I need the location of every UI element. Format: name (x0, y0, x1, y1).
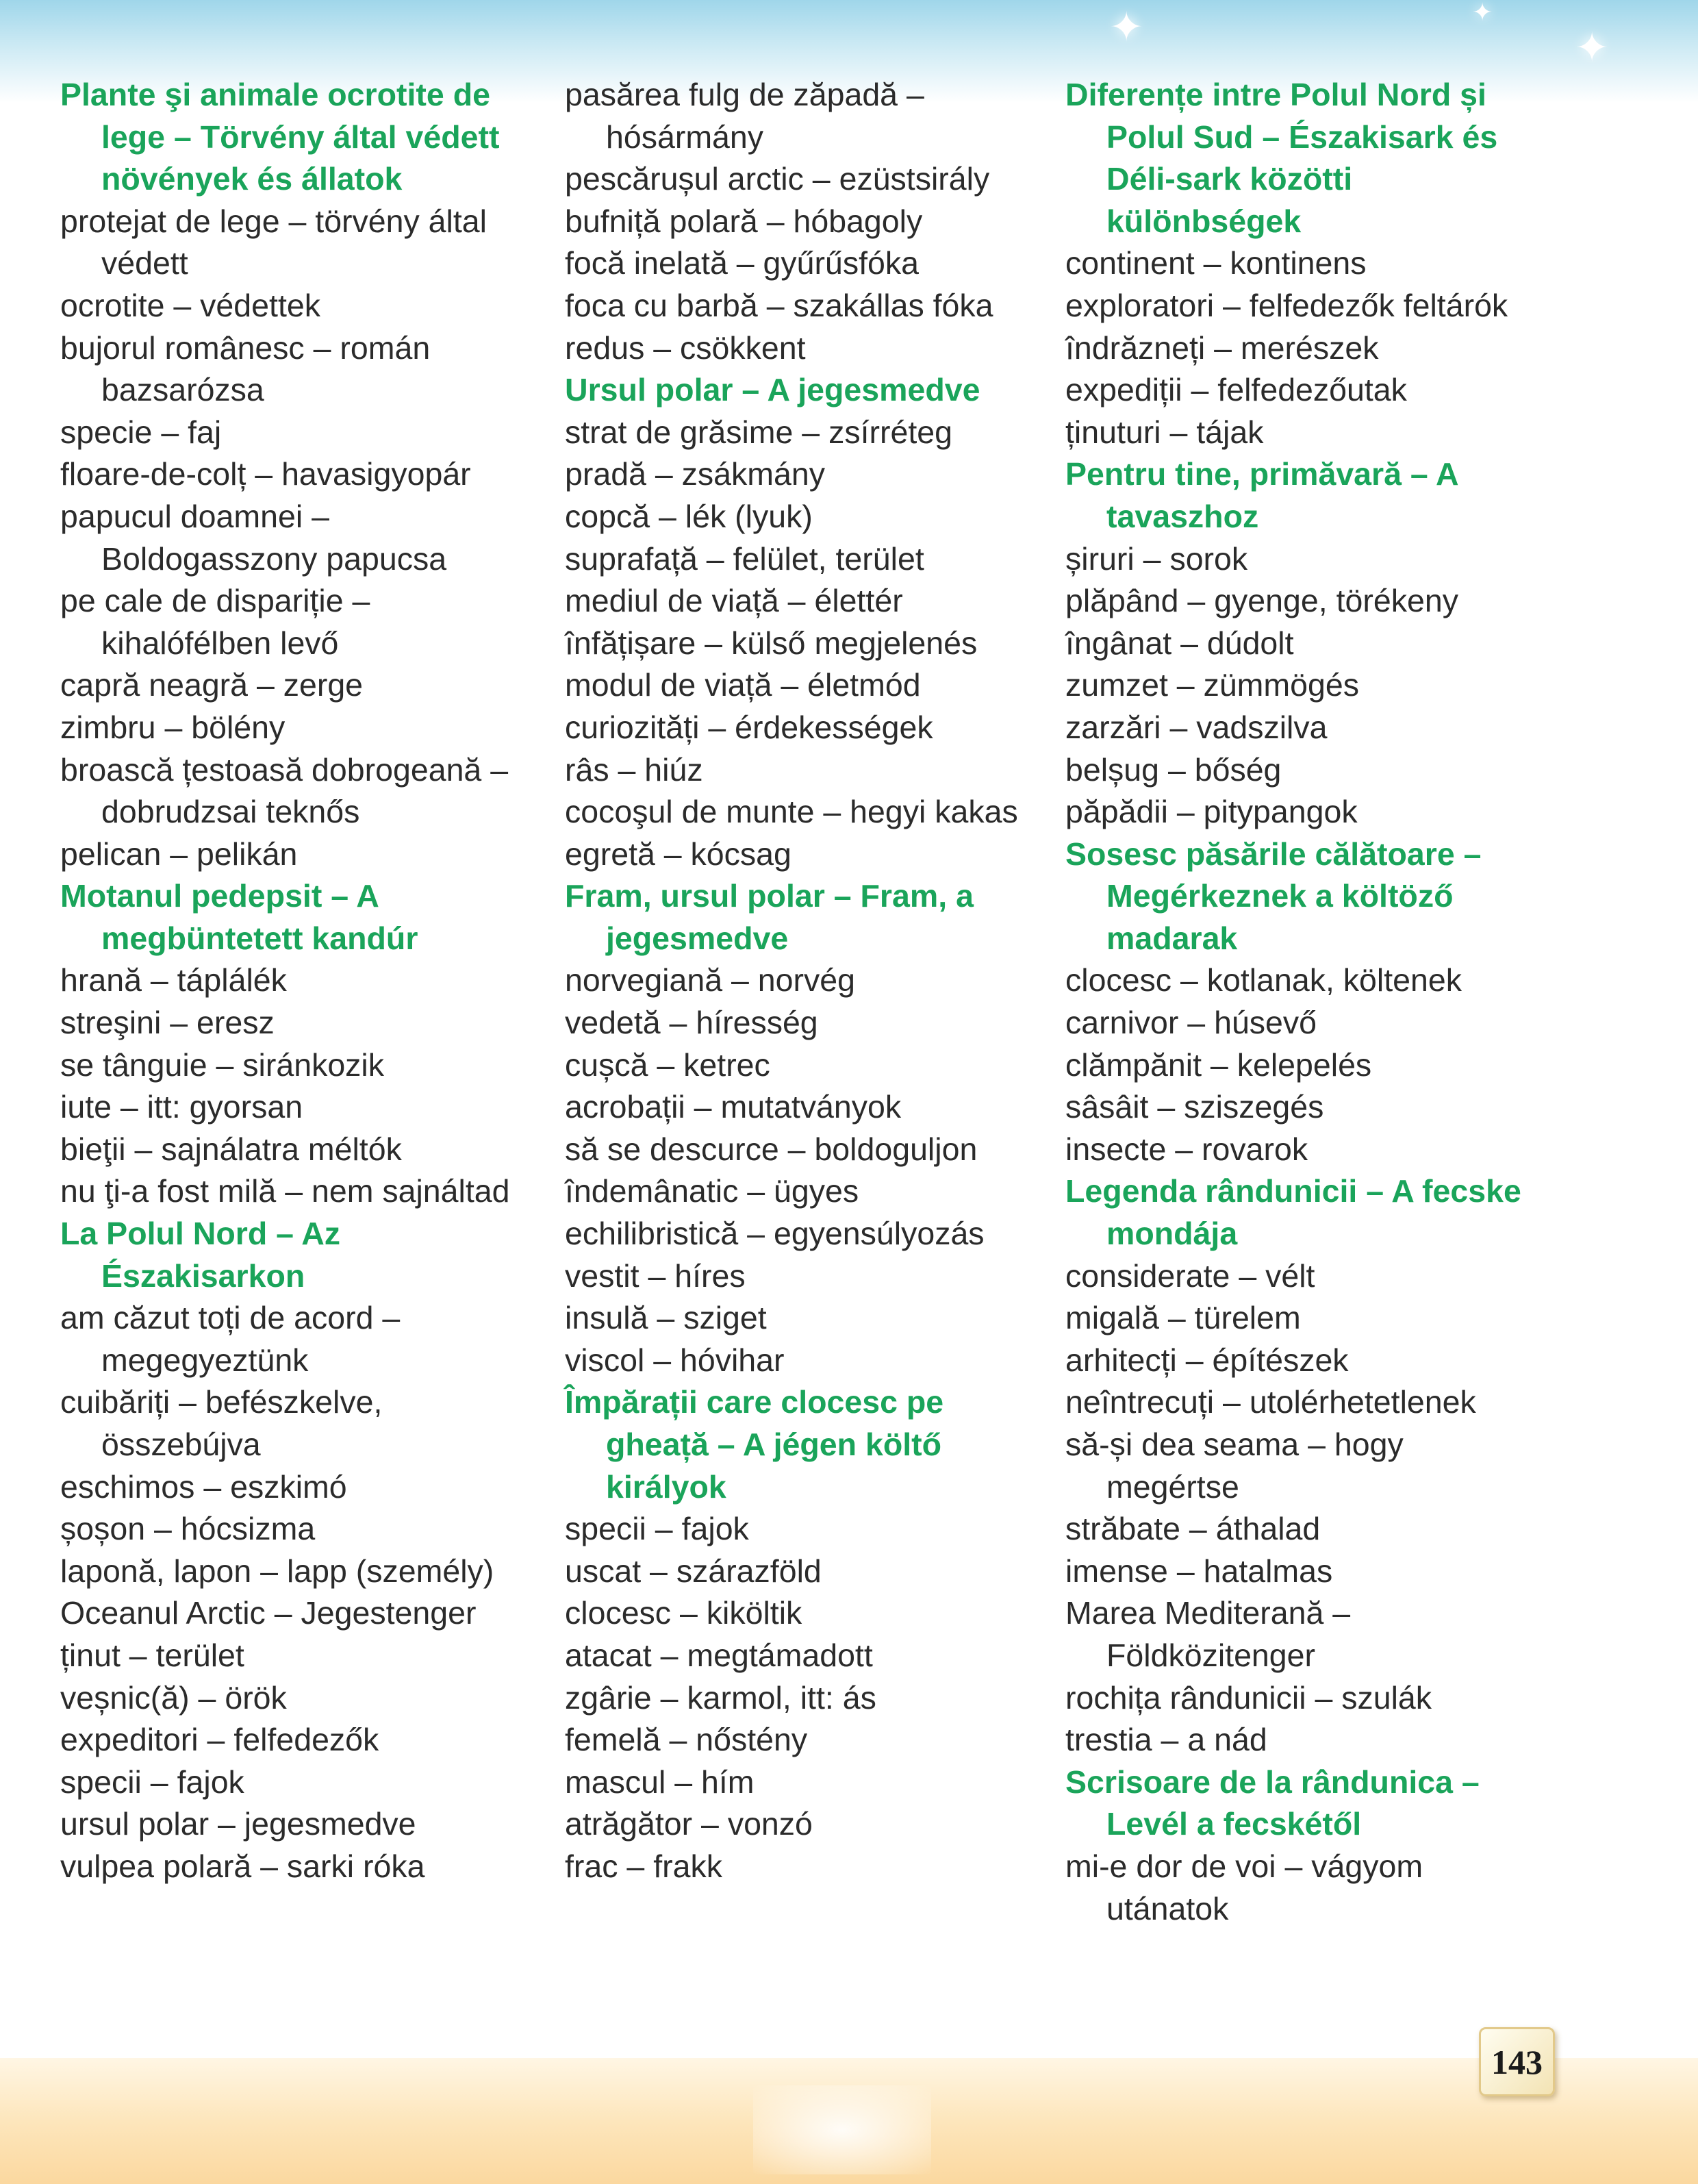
glossary-entry: focă inelată – gyűrűsfóka (565, 245, 919, 281)
glossary-entry: Marea Mediterană – Földközitenger (1065, 1595, 1351, 1673)
glossary-entry: ținut – terület (60, 1637, 244, 1673)
glossary-entry: se tânguie – siránkozik (60, 1046, 385, 1083)
glossary-entry: zgârie – karmol, itt: ás (565, 1679, 876, 1716)
glossary-entry: nu ţi-a fost milă – nem sajnáltad (60, 1173, 510, 1209)
glossary-entry: strat de grăsime – zsírréteg (565, 414, 952, 450)
glossary-entry: papucul doamnei – Boldogasszony papucsa (60, 498, 447, 577)
page-number: 143 (1491, 2042, 1543, 2081)
glossary-entry: acrobații – mutatványok (565, 1089, 902, 1125)
glossary-entry: copcă – lék (lyuk) (565, 498, 813, 534)
section-heading: Împărații care clocesc pe gheață – A jégen költő királyok (565, 1384, 944, 1505)
section-heading: La Polul Nord – Az Északisarkon (60, 1216, 341, 1294)
glossary-entry: străbate – áthalad (1065, 1511, 1321, 1547)
glossary-entry: pasărea fulg de zăpadă – hósármány (565, 77, 924, 155)
glossary-entry: ursul polar – jegesmedve (60, 1806, 416, 1842)
glossary-entry: bujorul românesc – román bazsarózsa (60, 329, 431, 408)
glossary-entry: atacat – megtámadott (565, 1637, 873, 1673)
glossary-entry: belșug – bőség (1065, 751, 1282, 788)
glossary-entry: hrană – táplálék (60, 962, 287, 999)
glossary-entry: egretă – kócsag (565, 836, 791, 872)
section-heading: Legenda rândunicii – A fecske mondája (1065, 1173, 1521, 1252)
glossary-entry: cuibăriți – befészkelve, összebújva (60, 1384, 383, 1462)
glossary-entry: îngânat – dúdolt (1065, 625, 1294, 661)
glossary-entry: exploratori – felfedezők feltárók (1065, 287, 1508, 323)
glossary-entry: îndrăzneți – merészek (1065, 329, 1379, 366)
glossary-entry: am căzut toți de acord – megegyeztünk (60, 1300, 401, 1378)
glossary-entry: specie – faj (60, 414, 222, 450)
glossary-entry: ținuturi – tájak (1065, 414, 1264, 450)
glossary-entry: eschimos – eszkimó (60, 1468, 347, 1505)
glossary-entry: femelă – nőstény (565, 1722, 808, 1758)
glossary-entry: specii – fajok (565, 1511, 749, 1547)
glossary-entry: șiruri – sorok (1065, 540, 1248, 577)
glossary-entry: îndemânatic – ügyes (565, 1173, 859, 1209)
glossary-entry: considerate – vélt (1065, 1257, 1315, 1294)
glossary-column-2 (565, 74, 1044, 1888)
glossary-entry: veșnic(ă) – örök (60, 1679, 287, 1716)
glossary-entry: plăpând – gyenge, törékeny (1065, 583, 1458, 619)
glossary-entry: expeditori – felfedezők (60, 1722, 379, 1758)
glossary-entry: insulă – sziget (565, 1300, 767, 1336)
glossary-entry: curiozități – érdekességek (565, 709, 933, 745)
glossary-entry: norvegiană – norvég (565, 962, 855, 999)
glossary-entry: frac – frakk (565, 1848, 722, 1884)
glossary-entry: echilibristică – egyensúlyozás (565, 1216, 985, 1252)
glossary-entry: pelican – pelikán (60, 836, 298, 872)
section-heading: Ursul polar – A jegesmedve (565, 372, 980, 408)
section-heading: Plante şi animale ocrotite de lege – Törvény által védett növények és állatok (60, 77, 500, 197)
glossary-entry: imense – hatalmas (1065, 1553, 1333, 1589)
glossary-entry: broască țestoasă dobrogeană – dobrudzsai teknős (60, 751, 509, 830)
glossary-column-1 (60, 74, 540, 1888)
glossary-entry: insecte – rovarok (1065, 1131, 1308, 1167)
glossary-column-3 (1065, 74, 1545, 1930)
section-heading: Diferențe intre Polul Nord și Polul Sud – Északisark és Déli-sark közötti különbségek (1065, 77, 1498, 239)
glossary-entry: zimbru – bölény (60, 709, 286, 745)
glossary-entry: înfățișare – külső megjelenés (565, 625, 978, 661)
glossary-entry: zumzet – zümmögés (1065, 667, 1359, 703)
glossary-entry: păpădii – pitypangok (1065, 794, 1358, 830)
glossary-entry: floare-de-colț – havasigyopár (60, 456, 471, 492)
glossary-entry: pradă – zsákmány (565, 456, 825, 492)
glossary-entry: modul de viață – életmód (565, 667, 921, 703)
glossary-entry: iute – itt: gyorsan (60, 1089, 303, 1125)
glossary-entry: șoșon – hócsizma (60, 1511, 316, 1547)
glossary-entry: capră neagră – zerge (60, 667, 364, 703)
glossary-entry: mi-e dor de voi – vágyom utánatok (1065, 1848, 1423, 1926)
sparkle-icon: ✦ (1472, 0, 1493, 26)
glossary-entry: redus – csökkent (565, 329, 806, 366)
section-heading: Pentru tine, primăvară – A tavaszhoz (1065, 456, 1458, 534)
glossary-entry: vedetă – híresség (565, 1005, 818, 1041)
glossary-entry: foca cu barbă – szakállas fóka (565, 287, 993, 323)
glossary-entry: vulpea polară – sarki róka (60, 1848, 425, 1884)
glossary-entry: trestia – a nád (1065, 1722, 1267, 1758)
glossary-entry: suprafață – felület, terület (565, 540, 924, 577)
glossary-entry: uscat – szárazföld (565, 1553, 822, 1589)
glossary-entry: cocoşul de munte – hegyi kakas (565, 794, 1018, 830)
sparkle-icon: ✦ (1575, 25, 1610, 71)
glossary-entry: râs – hiúz (565, 751, 703, 788)
glossary-entry: migală – türelem (1065, 1300, 1301, 1336)
glossary-entry: clocesc – kotlanak, költenek (1065, 962, 1462, 999)
glossary-entry: specii – fajok (60, 1763, 244, 1800)
glossary-entry: zarzări – vadszilva (1065, 709, 1328, 745)
glossary-entry: continent – kontinens (1065, 245, 1367, 281)
glossary-entry: laponă, lapon – lapp (személy) (60, 1553, 494, 1589)
glossary-entry: vestit – híres (565, 1257, 746, 1294)
glossary-entry: clămpănit – kelepelés (1065, 1046, 1372, 1083)
sparkle-icon: ✦ (1109, 4, 1144, 50)
glossary-entry: carnivor – húsevő (1065, 1005, 1317, 1041)
section-heading: Scrisoare de la rândunica – Levél a fecskétől (1065, 1763, 1480, 1842)
section-heading: Fram, ursul polar – Fram, a jegesmedve (565, 878, 974, 956)
glossary-entry: mascul – hím (565, 1763, 755, 1800)
glossary-entry: bufniță polară – hóbagoly (565, 203, 923, 239)
glossary-entry: mediul de viață – élettér (565, 583, 903, 619)
bottom-decorative-band (0, 2058, 1698, 2184)
glossary-entry: cușcă – ketrec (565, 1046, 770, 1083)
glossary-entry: Oceanul Arctic – Jegestenger (60, 1595, 477, 1631)
glossary-entry: viscol – hóvihar (565, 1342, 785, 1378)
glossary-entry: pescărușul arctic – ezüstsirály (565, 161, 990, 197)
glossary-entry: bieţii – sajnálatra méltók (60, 1131, 402, 1167)
section-heading: Motanul pedepsit – A megbüntetett kandúr (60, 878, 418, 956)
glossary-entry: ocrotite – védettek (60, 287, 320, 323)
glossary-entry: neîntrecuți – utolérhetetlenek (1065, 1384, 1476, 1420)
glossary-entry: arhitecți – építészek (1065, 1342, 1349, 1378)
glossary-entry: protejat de lege – törvény által védett (60, 203, 487, 281)
glossary-entry: rochița rândunicii – szulák (1065, 1679, 1432, 1716)
glossary-entry: sâsâit – sziszegés (1065, 1089, 1324, 1125)
glossary-entry: să-și dea seama – hogy megértse (1065, 1427, 1404, 1505)
section-heading: Sosesc păsările călătoare – Megérkeznek a költöző madarak (1065, 836, 1482, 956)
glossary-entry: pe cale de dispariție – kihalófélben levő (60, 583, 370, 661)
page-number-badge (1479, 2027, 1555, 2096)
glossary-entry: clocesc – kiköltik (565, 1595, 802, 1631)
glossary-entry: streşini – eresz (60, 1005, 275, 1041)
glossary-entry: să se descurce – boldoguljon (565, 1131, 978, 1167)
glossary-entry: expediții – felfedezőutak (1065, 372, 1407, 408)
glossary-entry: atrăgător – vonzó (565, 1806, 813, 1842)
